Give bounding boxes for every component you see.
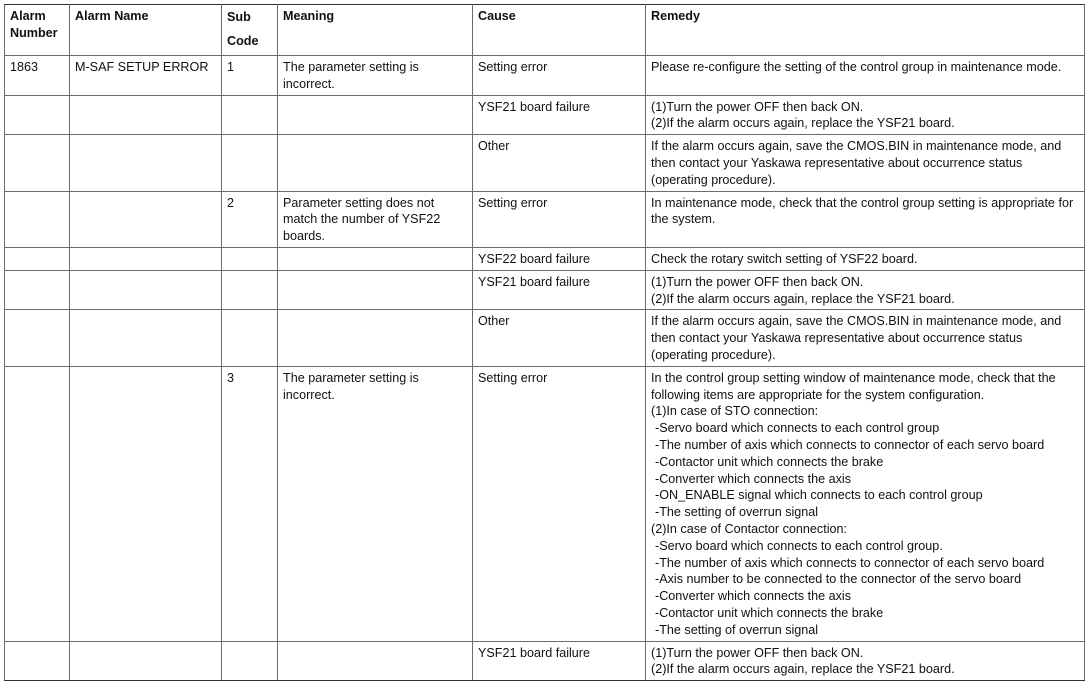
cell-cause: YSF21 board failure [473,641,646,681]
header-cause-line: Cause [478,9,516,23]
cell-cause: YSF21 board failure [473,95,646,135]
remedy-line: -Contactor unit which connects the brake [655,454,884,469]
cell-sub-code [222,310,278,366]
cell-alarm-name [70,270,222,310]
remedy-line: Check the rotary switch setting of YSF22 board. [651,251,918,266]
remedy-line: (1)In case of STO connection: [651,404,819,419]
cell-alarm-number [5,95,70,135]
cell-cause: YSF22 board failure [473,247,646,270]
remedy-line: -Converter which connects the axis [655,471,851,486]
cell-remedy [646,270,1085,310]
cell-remedy [646,641,1085,681]
header-meaning-line: Meaning [283,9,335,23]
table-header [5,5,1085,56]
header-sub-code-line: Sub [227,10,251,24]
table-row [5,56,1085,96]
remedy-line: (1)Turn the power OFF then back ON. [651,274,864,289]
cell-remedy [646,56,1085,96]
cell-remedy [646,310,1085,366]
cell-meaning: Parameter setting does not match the number of YSF22 boards. [278,191,473,247]
cell-alarm-number [5,135,70,191]
cell-meaning [278,641,473,681]
cell-alarm-name [70,95,222,135]
header-sub-code-line: Code [227,34,259,48]
cell-sub-code [222,641,278,681]
cell-remedy [646,135,1085,191]
header-alarm-number-line: Number [10,25,58,40]
cell-meaning [278,95,473,135]
header-cause [473,5,646,56]
header-remedy-line: Remedy [651,9,700,23]
cell-alarm-number [5,641,70,681]
cell-alarm-number: 1863 [5,56,70,96]
cell-remedy [646,95,1085,135]
remedy-line: -Contactor unit which connects the brake [655,605,884,620]
cell-alarm-number [5,270,70,310]
cell-sub-code [222,135,278,191]
table-row [5,191,1085,247]
table-row [5,366,1085,641]
cell-sub-code [222,270,278,310]
cell-alarm-name [70,641,222,681]
cell-cause: Other [473,310,646,366]
cell-alarm-number [5,247,70,270]
cell-alarm-number [5,310,70,366]
header-alarm-name-line: Alarm Name [75,9,149,23]
cell-cause: Setting error [473,366,646,641]
cell-sub-code: 2 [222,191,278,247]
remedy-line: (1)Turn the power OFF then back ON. [651,645,864,660]
cell-cause: YSF21 board failure [473,270,646,310]
cell-cause: Other [473,135,646,191]
remedy-line: -Converter which connects the axis [655,589,851,604]
table-row [5,270,1085,310]
cell-alarm-name [70,247,222,270]
cell-meaning: The parameter setting is incorrect. [278,56,473,96]
cell-meaning [278,247,473,270]
remedy-line: (2)If the alarm occurs again, replace the YSF21 board. [651,662,955,677]
table-row [5,641,1085,681]
remedy-line: -Servo board which connects to each control group. [655,538,943,553]
table-row [5,247,1085,270]
cell-meaning: The parameter setting is incorrect. [278,366,473,641]
table-row [5,135,1085,191]
remedy-line: -ON_ENABLE signal which connects to each control group [655,488,983,503]
cell-alarm-name [70,310,222,366]
remedy-line: (2)In case of Contactor connection: [651,521,848,536]
cell-meaning [278,310,473,366]
remedy-line: (1)Turn the power OFF then back ON. [651,99,864,114]
remedy-line: Please re-configure the setting of the control group in maintenance mode. [651,60,1062,74]
cell-cause: Setting error [473,56,646,96]
remedy-line: (2)If the alarm occurs again, replace the YSF21 board. [651,116,955,131]
cell-alarm-name: M-SAF SETUP ERROR [70,56,222,96]
header-remedy [646,5,1085,56]
table-row [5,310,1085,366]
cell-remedy [646,191,1085,247]
cell-remedy [646,247,1085,270]
cell-alarm-number [5,366,70,641]
header-alarm-name [70,5,222,56]
remedy-line: -Axis number to be connected to the connector of the servo board [655,572,1022,587]
table-body [5,56,1085,681]
remedy-line: In the control group setting window of maintenance mode, check that the following items are appropriate for the system configuration. [651,370,1056,402]
cell-alarm-number [5,191,70,247]
header-alarm-number-line: Alarm [10,9,46,23]
cell-sub-code: 3 [222,366,278,641]
cell-alarm-name [70,366,222,641]
remedy-line: -Servo board which connects to each control group [655,421,940,436]
alarm-table [4,4,1085,681]
cell-meaning [278,270,473,310]
remedy-line: If the alarm occurs again, save the CMOS.BIN in maintenance mode, and then contact your Yaskawa representative about occurrence status (operating procedure). [651,139,1062,187]
remedy-line: If the alarm occurs again, save the CMOS.BIN in maintenance mode, and then contact your Yaskawa representative about occurrence status (operating procedure). [651,314,1062,362]
header-row [5,5,1085,56]
remedy-line: (2)If the alarm occurs again, replace the YSF21 board. [651,291,955,306]
cell-cause: Setting error [473,191,646,247]
table-row [5,95,1085,135]
header-sub-code [222,5,278,56]
header-alarm-number [5,5,70,56]
cell-sub-code [222,95,278,135]
cell-sub-code [222,247,278,270]
cell-remedy [646,366,1085,641]
cell-meaning [278,135,473,191]
header-meaning [278,5,473,56]
cell-alarm-name [70,191,222,247]
remedy-line: -The setting of overrun signal [655,622,819,637]
remedy-line: -The number of axis which connects to connector of each servo board [655,555,1045,570]
cell-alarm-name [70,135,222,191]
remedy-line: -The setting of overrun signal [655,505,819,520]
remedy-line: -The number of axis which connects to connector of each servo board [655,437,1045,452]
remedy-line: In maintenance mode, check that the control group setting is appropriate for the system. [651,195,1074,227]
cell-sub-code: 1 [222,56,278,96]
